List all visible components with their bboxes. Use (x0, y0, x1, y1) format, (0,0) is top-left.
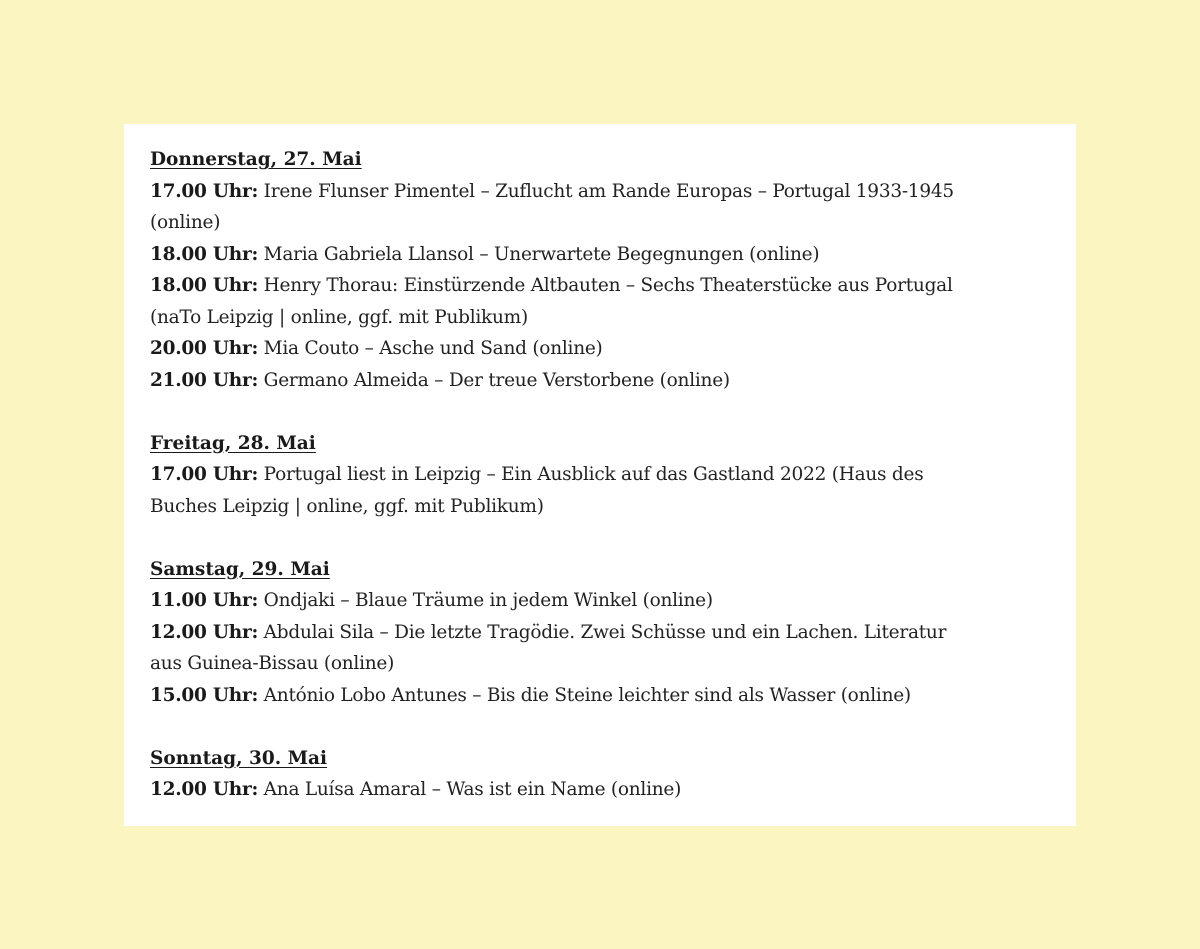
event-item (150, 774, 980, 806)
event-text: Germano Almeida – Der treue Verstorbene (online) (263, 369, 730, 391)
event-time: 15.00 Uhr: (150, 684, 259, 706)
event-item (150, 365, 980, 397)
day-title: Samstag, 29. Mai (150, 558, 330, 580)
event-list (150, 585, 1050, 711)
event-list (150, 459, 1050, 522)
event-list (150, 176, 1050, 397)
event-item (150, 617, 980, 680)
event-time: 17.00 Uhr: (150, 180, 259, 202)
schedule-card (124, 124, 1076, 826)
event-text: Abdulai Sila – Die letzte Tragödie. Zwei Schüsse und ein Lachen. Literatur aus Guinea-Bissau (online) (150, 621, 947, 674)
event-item (150, 333, 980, 365)
event-text: Portugal liest in Leipzig – Ein Ausblick auf das Gastland 2022 (Haus des Buches Leipzig | online, ggf. mit Publikum) (150, 464, 924, 517)
event-text: Irene Flunser Pimentel – Zuflucht am Rande Europas – Portugal 1933-1945 (online) (150, 180, 954, 233)
event-item (150, 459, 980, 522)
day-friday (150, 428, 1050, 523)
event-text: Henry Thorau: Einstürzende Altbauten – Sechs Theaterstücke aus Portugal (naTo Leipzig | online, ggf. mit Publikum) (150, 275, 953, 328)
day-title: Donnerstag, 27. Mai (150, 149, 362, 170)
event-time: 20.00 Uhr: (150, 338, 259, 359)
event-text: Ondjaki – Blaue Träume in jedem Winkel (online) (263, 590, 713, 611)
event-list (150, 774, 1050, 806)
event-text: António Lobo Antunes – Bis die Steine leichter sind als Wasser (online) (263, 684, 911, 706)
event-item (150, 270, 980, 333)
event-item (150, 176, 980, 239)
event-time: 17.00 Uhr: (150, 464, 259, 485)
event-item (150, 680, 980, 712)
event-time: 18.00 Uhr: (150, 275, 259, 296)
event-time: 21.00 Uhr: (150, 369, 259, 391)
day-sunday (150, 743, 1050, 806)
event-item (150, 585, 980, 617)
event-time: 12.00 Uhr: (150, 779, 259, 800)
day-title: Freitag, 28. Mai (150, 432, 316, 454)
event-time: 18.00 Uhr: (150, 243, 259, 265)
event-item (150, 239, 980, 271)
day-title: Sonntag, 30. Mai (150, 747, 328, 769)
event-text: Maria Gabriela Llansol – Unerwartete Begegnungen (online) (263, 243, 820, 265)
event-text: Ana Luísa Amaral – Was ist ein Name (online) (263, 779, 682, 800)
event-time: 12.00 Uhr: (150, 621, 259, 643)
day-thursday (150, 144, 1050, 396)
event-time: 11.00 Uhr: (150, 590, 259, 611)
day-saturday (150, 554, 1050, 712)
event-text: Mia Couto – Asche und Sand (online) (263, 338, 603, 359)
